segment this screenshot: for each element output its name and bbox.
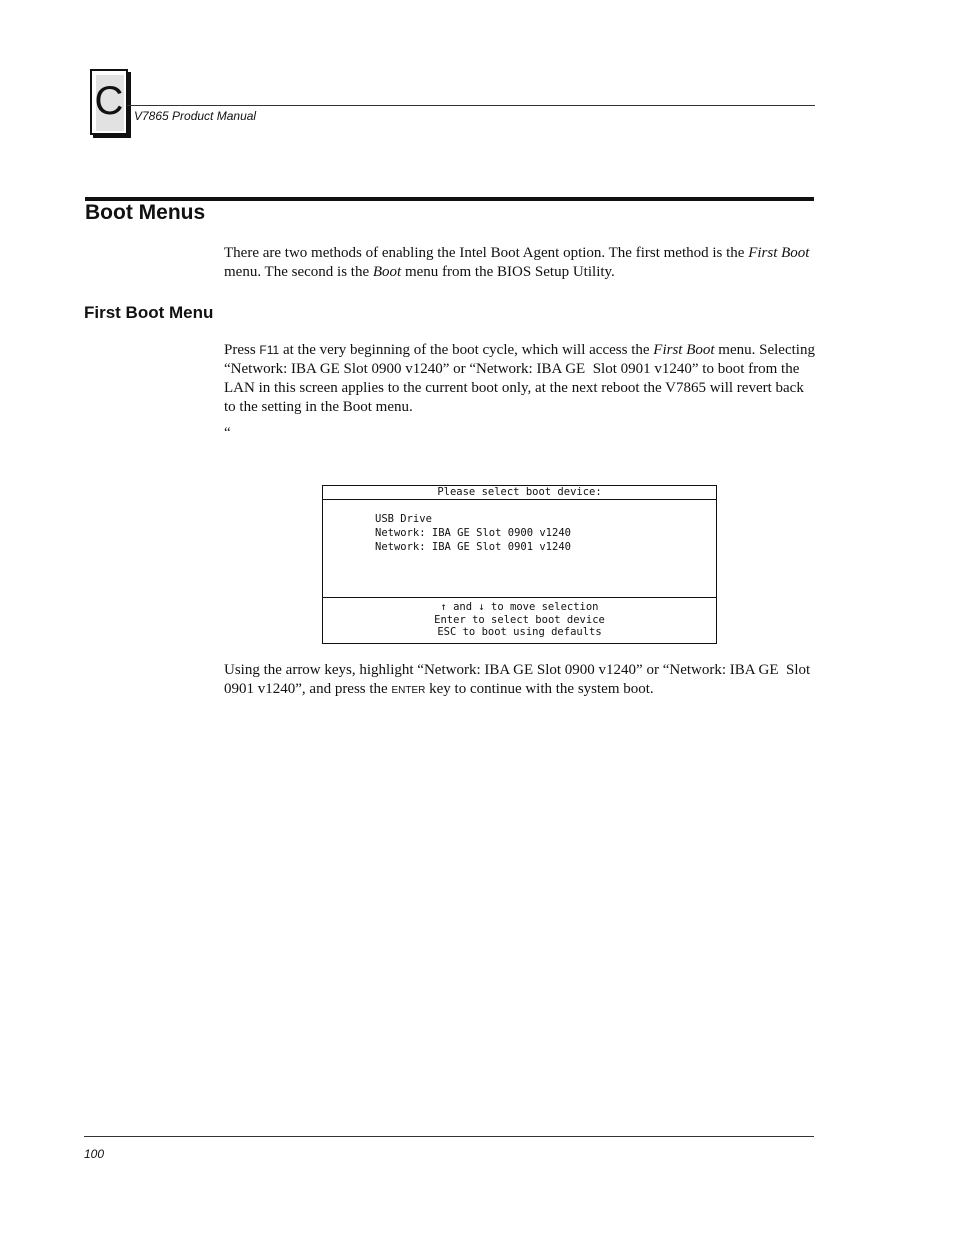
section-title: Boot Menus: [85, 201, 206, 224]
first-boot-paragraph: [224, 341, 816, 417]
boot-screen-divider: [323, 597, 716, 598]
boot-device-item[interactable]: Network: IBA GE Slot 0900 v1240: [375, 527, 571, 539]
intro-text-2: menu. The second is the: [224, 264, 373, 280]
intro-text-3: menu from the BIOS Setup Utility.: [401, 264, 615, 280]
first-boot-term: First Boot: [653, 342, 715, 358]
arrow-keys-paragraph: [224, 661, 816, 700]
chapter-tab: [90, 69, 128, 135]
intro-text-1: There are two methods of enabling the Intel Boot Agent option. The first method is the: [224, 245, 749, 261]
instruction-line: ESC to boot using defaults: [437, 626, 602, 638]
para1-text-2: at the very beginning of the boot cycle, which will access the: [279, 342, 654, 358]
stray-quote-mark: “: [224, 425, 231, 441]
footer-rule: [84, 1136, 814, 1137]
intro-paragraph: [224, 244, 816, 282]
boot-screen-title: Please select boot device:: [437, 486, 602, 498]
instruction-line: Enter to select boot device: [434, 613, 605, 626]
boot-device-item[interactable]: USB Drive: [375, 513, 432, 525]
enter-key: ENTER: [391, 685, 426, 696]
para1-text-1: Press: [224, 342, 260, 358]
para2-text-2: key to continue with the system boot.: [425, 681, 654, 697]
first-boot-term: First Boot: [748, 245, 810, 261]
header-rule: [127, 105, 815, 106]
boot-screen-divider: [323, 499, 716, 500]
f11-key: F11: [259, 343, 280, 357]
subsection-title: First Boot Menu: [84, 303, 214, 322]
chapter-letter: C: [94, 79, 124, 123]
page-number: 100: [84, 1147, 105, 1161]
boot-term: Boot: [372, 264, 402, 280]
para1-text-3: menu. Selecting “Network: IBA GE Slot 0900 v1240” or “Network: IBA GE Slot 0901 v1240” to boot from the LAN in this screen applies to the current boot only, at the next reboot the V7865 will revert back to the setting in the Boot menu.: [224, 342, 815, 415]
boot-device-item[interactable]: Network: IBA GE Slot 0901 v1240: [375, 541, 571, 553]
boot-screen-instructions: [323, 601, 716, 639]
manual-title: V7865 Product Manual: [134, 109, 257, 123]
instruction-line: ↑ and ↓ to move selection: [440, 601, 599, 613]
boot-device-screen: [322, 485, 717, 644]
boot-device-list: [375, 512, 571, 554]
para2-text-1: Using the arrow keys, highlight “Network: IBA GE Slot 0900 v1240” or “Network: IBA GE Slot 0901 v1240”, and press the: [224, 662, 811, 697]
